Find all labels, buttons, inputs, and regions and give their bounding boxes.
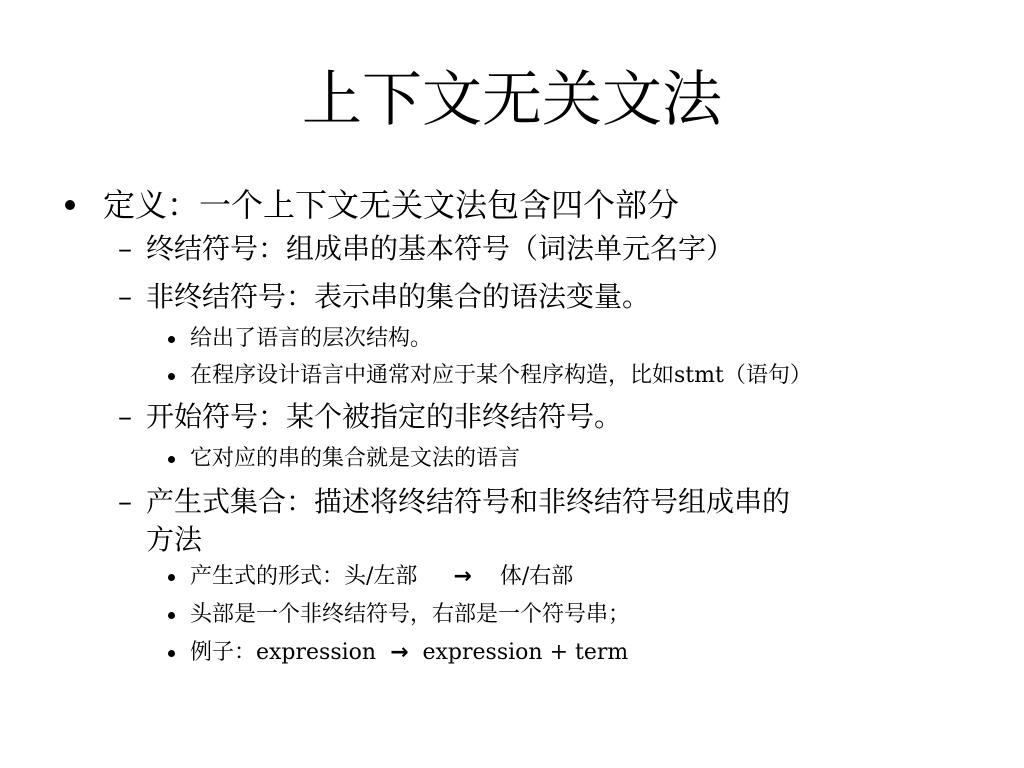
sub-item-text-line2: 方法	[146, 523, 203, 556]
bullet-dot-icon	[168, 574, 175, 581]
sub-sub-item-text: 它对应的串的集合就是文法的语言	[190, 446, 521, 471]
sub-item-productions	[118, 483, 791, 559]
bullet-dot-icon	[65, 200, 75, 210]
bullet-dot-icon	[168, 612, 175, 619]
sub-sub-item-text: 在程序设计语言中通常对应于某个程序构造，比如stmt（语句）	[190, 363, 812, 388]
example-head: 例子：expression	[190, 640, 384, 665]
right-arrow-icon: →	[390, 640, 409, 665]
dash-icon: –	[118, 485, 132, 518]
dash-icon: –	[118, 280, 132, 313]
sub-item-nonterminals	[118, 278, 651, 316]
sub-sub-item-text	[190, 562, 573, 592]
bullet-dot-icon	[168, 336, 175, 343]
bullet-dot-icon	[168, 650, 175, 657]
sub-item-text-line1: 产生式集合：描述将终结符号和非终结符号组成串的	[146, 485, 791, 518]
sub-sub-item-language	[190, 444, 520, 474]
right-arrow-icon: →	[453, 564, 472, 589]
sub-item-text: 开始符号：某个被指定的非终结符号。	[146, 400, 623, 433]
example-body: expression + term	[415, 640, 629, 665]
slide-title: 上下文无关文法	[302, 65, 722, 135]
sub-sub-item-example	[190, 638, 628, 668]
sub-item-terminals	[118, 230, 735, 268]
bullet-text: 定义：一个上下文无关文法包含四个部分	[103, 186, 680, 224]
sub-item-start-symbol	[118, 398, 623, 436]
sub-item-text: 非终结符号：表示串的集合的语法变量。	[146, 280, 651, 313]
dash-icon: –	[118, 400, 132, 433]
sub-sub-item-text: 头部是一个非终结符号，右部是一个符号串；	[190, 602, 631, 627]
sub-sub-item-production-form	[190, 562, 573, 592]
sub-sub-item-hierarchy	[190, 324, 432, 354]
bullet-dot-icon	[168, 456, 175, 463]
production-head: 产生式的形式：头/左部	[190, 564, 418, 589]
sub-sub-item-text	[190, 638, 628, 668]
production-body: 体/右部	[499, 564, 574, 589]
sub-sub-item-construct	[190, 361, 812, 391]
sub-sub-item-head-body	[190, 600, 630, 630]
dash-icon: –	[118, 232, 132, 265]
bullet-item-definition	[103, 183, 679, 227]
sub-sub-item-text: 给出了语言的层次结构。	[190, 326, 433, 351]
bullet-dot-icon	[168, 373, 175, 380]
sub-item-text: 终结符号：组成串的基本符号（词法单元名字）	[146, 232, 735, 265]
